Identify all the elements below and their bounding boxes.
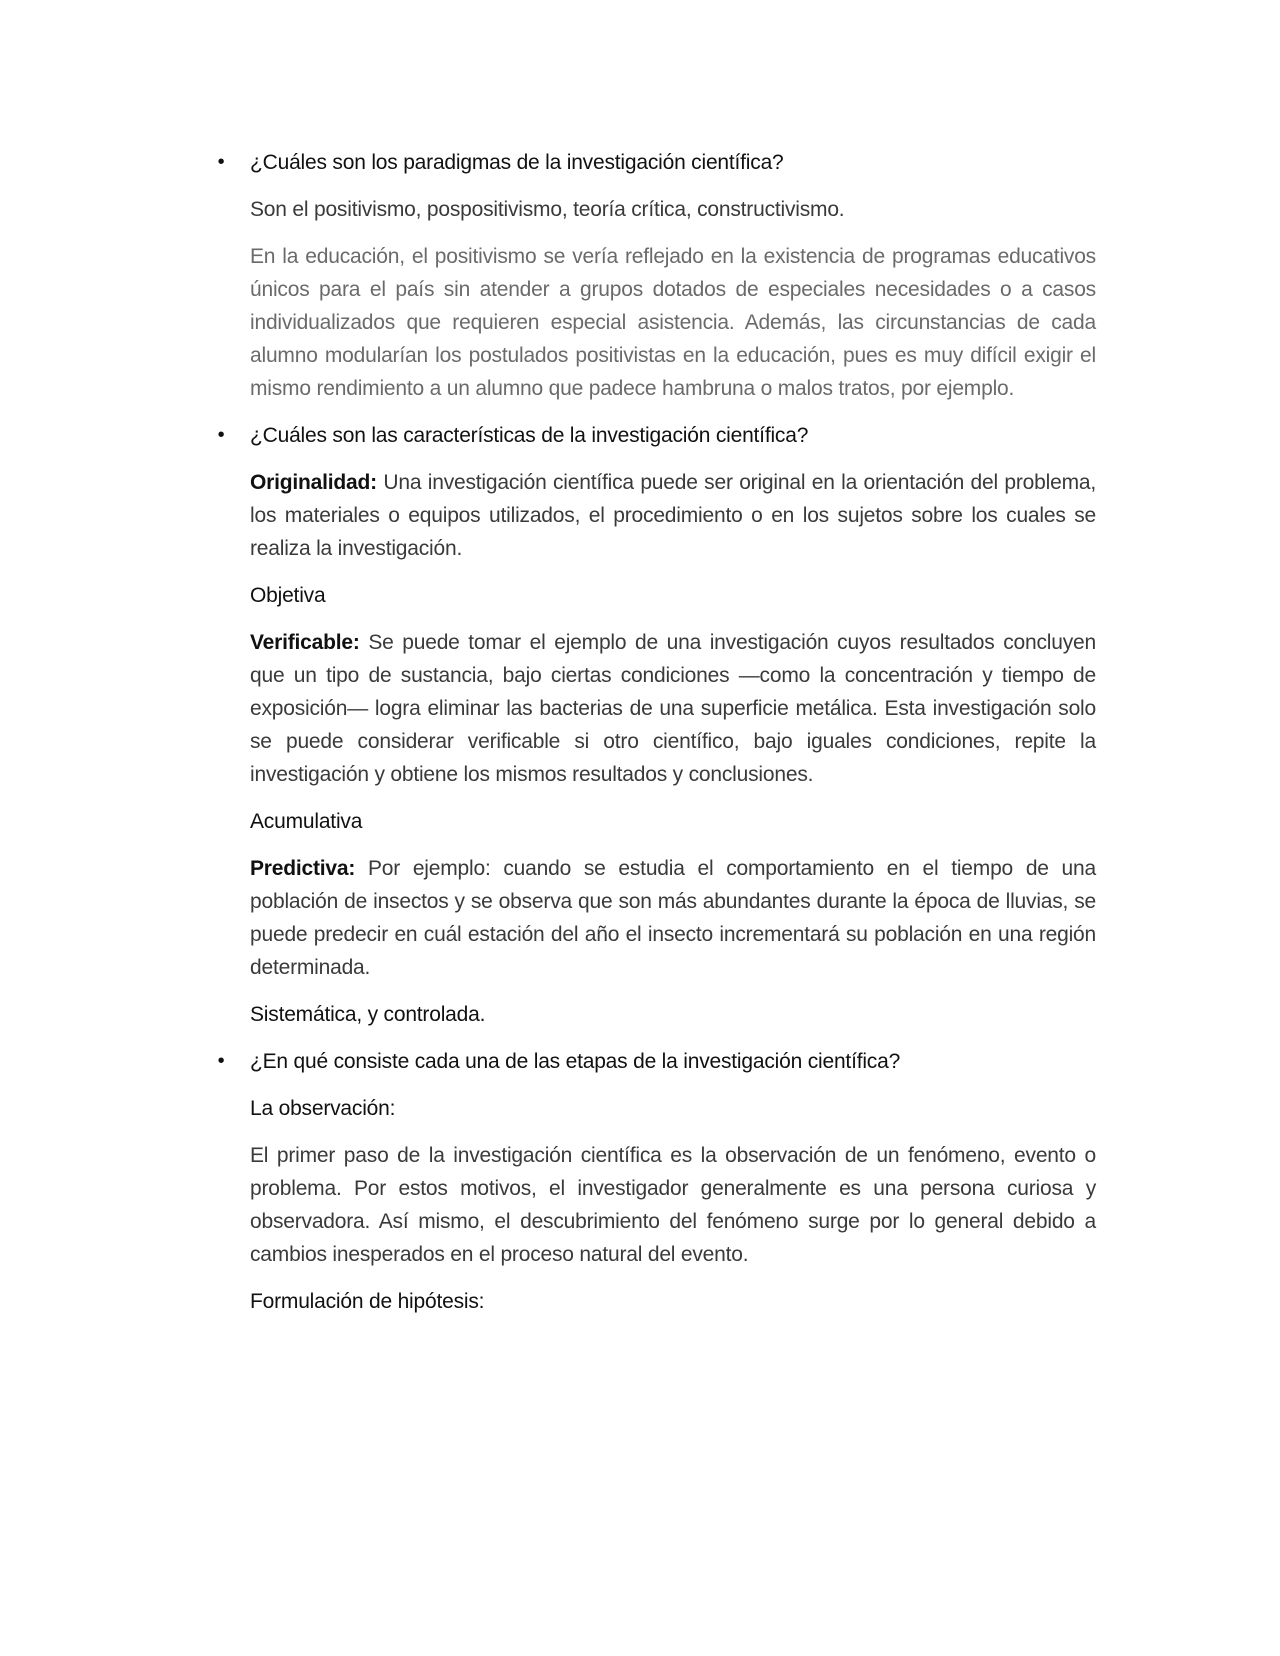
- paragraph-educacion-positivismo: En la educación, el positivismo se vería reflejado en la existencia de programas educativos únicos para el país sin atender a grupos dotados de especiales necesidades o a casos individualizados que requieren especial asistencia. Además, las circunstancias de cada alumno modularían los postulados positivistas en la educación, pues es muy difícil exigir el mismo rendimiento a un alumno que padece hambruna o malos tratos, por ejemplo.: [250, 245, 1096, 400]
- paragraph-predictiva: [250, 852, 1096, 984]
- paragraph-verificable: [250, 626, 1096, 791]
- bullet-icon: •: [217, 151, 225, 173]
- question-text: ¿Cuáles son los paradigmas de la investigación científica?: [250, 151, 784, 174]
- text-originalidad: Una investigación científica puede ser original en la orientación del problema, los materiales o equipos utilizados, el procedimiento o en los sujetos sobre los cuales se realiza la investigación.: [250, 471, 1096, 560]
- heading-acumulativa: Acumulativa: [250, 810, 363, 833]
- bullet-icon: •: [217, 424, 225, 446]
- question-etapas: [214, 1045, 1096, 1078]
- text-verificable: Se puede tomar el ejemplo de una investigación cuyos resultados concluyen que un tipo de sustancia, bajo ciertas condiciones —como la concentración y tiempo de exposición— logra eliminar las bacterias de una superficie metálica. Esta investigación solo se puede considerar verificable si otro científico, bajo iguales condiciones, repite la investigación y obtiene los mismos resultados y conclusiones.: [250, 631, 1096, 786]
- paragraph-originalidad: [250, 466, 1096, 565]
- bullet-icon: •: [217, 1050, 225, 1072]
- heading-sistematica: Sistemática, y controlada.: [250, 1003, 486, 1026]
- question-caracteristicas: [214, 419, 1096, 452]
- question-text: ¿En qué consiste cada una de las etapas de la investigación científica?: [250, 1050, 901, 1073]
- document-body: [214, 146, 1096, 1332]
- paragraph-paradigmas-list: Son el positivismo, pospositivismo, teoría crítica, constructivismo.: [250, 198, 845, 221]
- term-originalidad: Originalidad:: [250, 471, 377, 494]
- question-paradigmas: [214, 146, 1096, 179]
- term-predictiva: Predictiva:: [250, 857, 356, 880]
- heading-objetiva: Objetiva: [250, 584, 326, 607]
- text-predictiva: Por ejemplo: cuando se estudia el comportamiento en el tiempo de una población de insectos y se observa que son más abundantes durante la época de lluvias, se puede predecir en cuál estación del año el insecto incrementará su población en una región determinada.: [250, 857, 1096, 979]
- term-verificable: Verificable:: [250, 631, 360, 654]
- paragraph-observacion: El primer paso de la investigación científica es la observación de un fenómeno, evento o problema. Por estos motivos, el investigador generalmente es una persona curiosa y observadora. Así mismo, el descubrimiento del fenómeno surge por lo general debido a cambios inesperados en el proceso natural del evento.: [250, 1144, 1096, 1266]
- heading-hipotesis: Formulación de hipótesis:: [250, 1290, 485, 1313]
- question-text: ¿Cuáles son las características de la investigación científica?: [250, 424, 809, 447]
- heading-observacion: La observación:: [250, 1097, 396, 1120]
